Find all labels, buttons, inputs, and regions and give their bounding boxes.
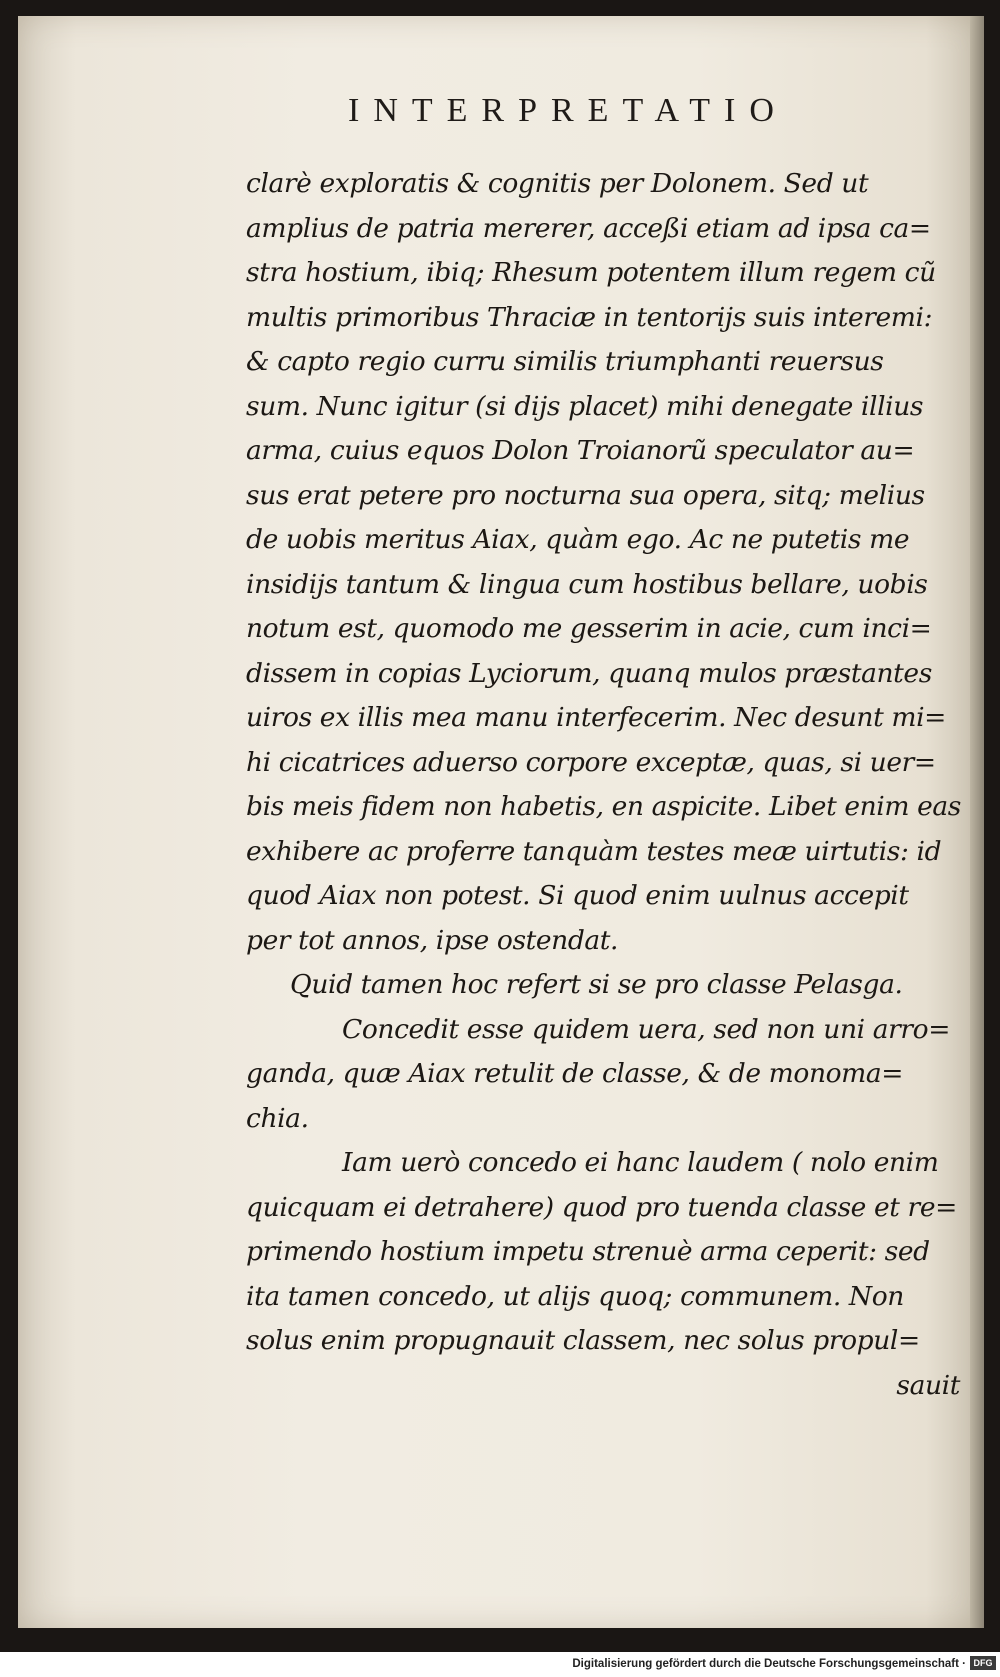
text-line: sus erat petere pro nocturna sua opera, sitq; melius [246, 479, 925, 511]
text-line: multis primoribus Thraciæ in tentorijs suis interemi: [246, 301, 933, 333]
verse-line: Quid tamen hoc refert si se pro classe Pelasga. [290, 969, 903, 1000]
text-line: arma, cuius equos Dolon Troianorũ speculator au= [246, 435, 915, 466]
footer [0, 1652, 1000, 1677]
funding-credit: Digitalisierung gefördert durch die Deutsche Forschungsgemeinschaft · [572, 1658, 966, 1670]
text-line: chia. [246, 1102, 309, 1134]
text-line: stra hostium, ibiq; Rhesum potentem illum regem cũ [246, 257, 936, 288]
text-line: dissem in copias Lyciorum, quanq mulos præstantes [246, 657, 932, 689]
text-line: ganda, quæ Aiax retulit de classe, & de monoma= [246, 1058, 904, 1089]
text-block [246, 162, 966, 1408]
text-line: de uobis meritus Aiax, quàm ego. Ac ne putetis me [246, 524, 910, 555]
text-line: & capto regio curru similis triumphanti reuersus [246, 346, 884, 377]
text-line: clarè exploratis & cognitis per Dolonem. Sed ut [246, 168, 869, 199]
text-line: uiros ex illis mea manu interfecerim. Nec desunt mi= [246, 702, 946, 733]
text-line: quod Aiax non potest. Si quod enim uulnus accepit [246, 880, 909, 911]
text-line: exhibere ac proferre tanquàm testes meæ uirtutis: id [246, 835, 942, 867]
text-line: hi cicatrices aduerso corpore exceptæ, quas, si uer= [246, 746, 936, 778]
dfg-logo: DFG [970, 1656, 996, 1670]
text-line: notum est, quomodo me gesserim in acie, cum inci= [246, 613, 932, 644]
text-line: Concedit esse quidem uera, sed non uni arro= [342, 1013, 950, 1045]
text-line: solus enim propugnauit classem, nec solus propul= [246, 1325, 920, 1356]
text-line: insidijs tantum & lingua cum hostibus bellare, uobis [246, 568, 928, 600]
text-line: amplius de patria mererer, acceßi etiam ad ipsa ca= [246, 212, 931, 244]
text-line: Iam uerò concedo ei hanc laudem ( nolo enim [342, 1147, 939, 1178]
text-line: bis meis fidem non habetis, en aspicite. Libet enim eas [246, 791, 962, 822]
catchword: sauit [896, 1369, 960, 1401]
text-line: sum. Nunc igitur (si dijs placet) mihi denegate illius [246, 390, 924, 422]
running-head: INTERPRETATIO [348, 92, 788, 129]
text-line: primendo hostium impetu strenuè arma ceperit: sed [246, 1236, 930, 1267]
text-line: per tot annos, ipse ostendat. [246, 924, 619, 956]
text-line: ita tamen concedo, ut alijs quoq; communem. Non [246, 1280, 904, 1312]
text-line: quicquam ei detrahere) quod pro tuenda classe et re= [246, 1191, 957, 1223]
page-edge [970, 16, 984, 1628]
